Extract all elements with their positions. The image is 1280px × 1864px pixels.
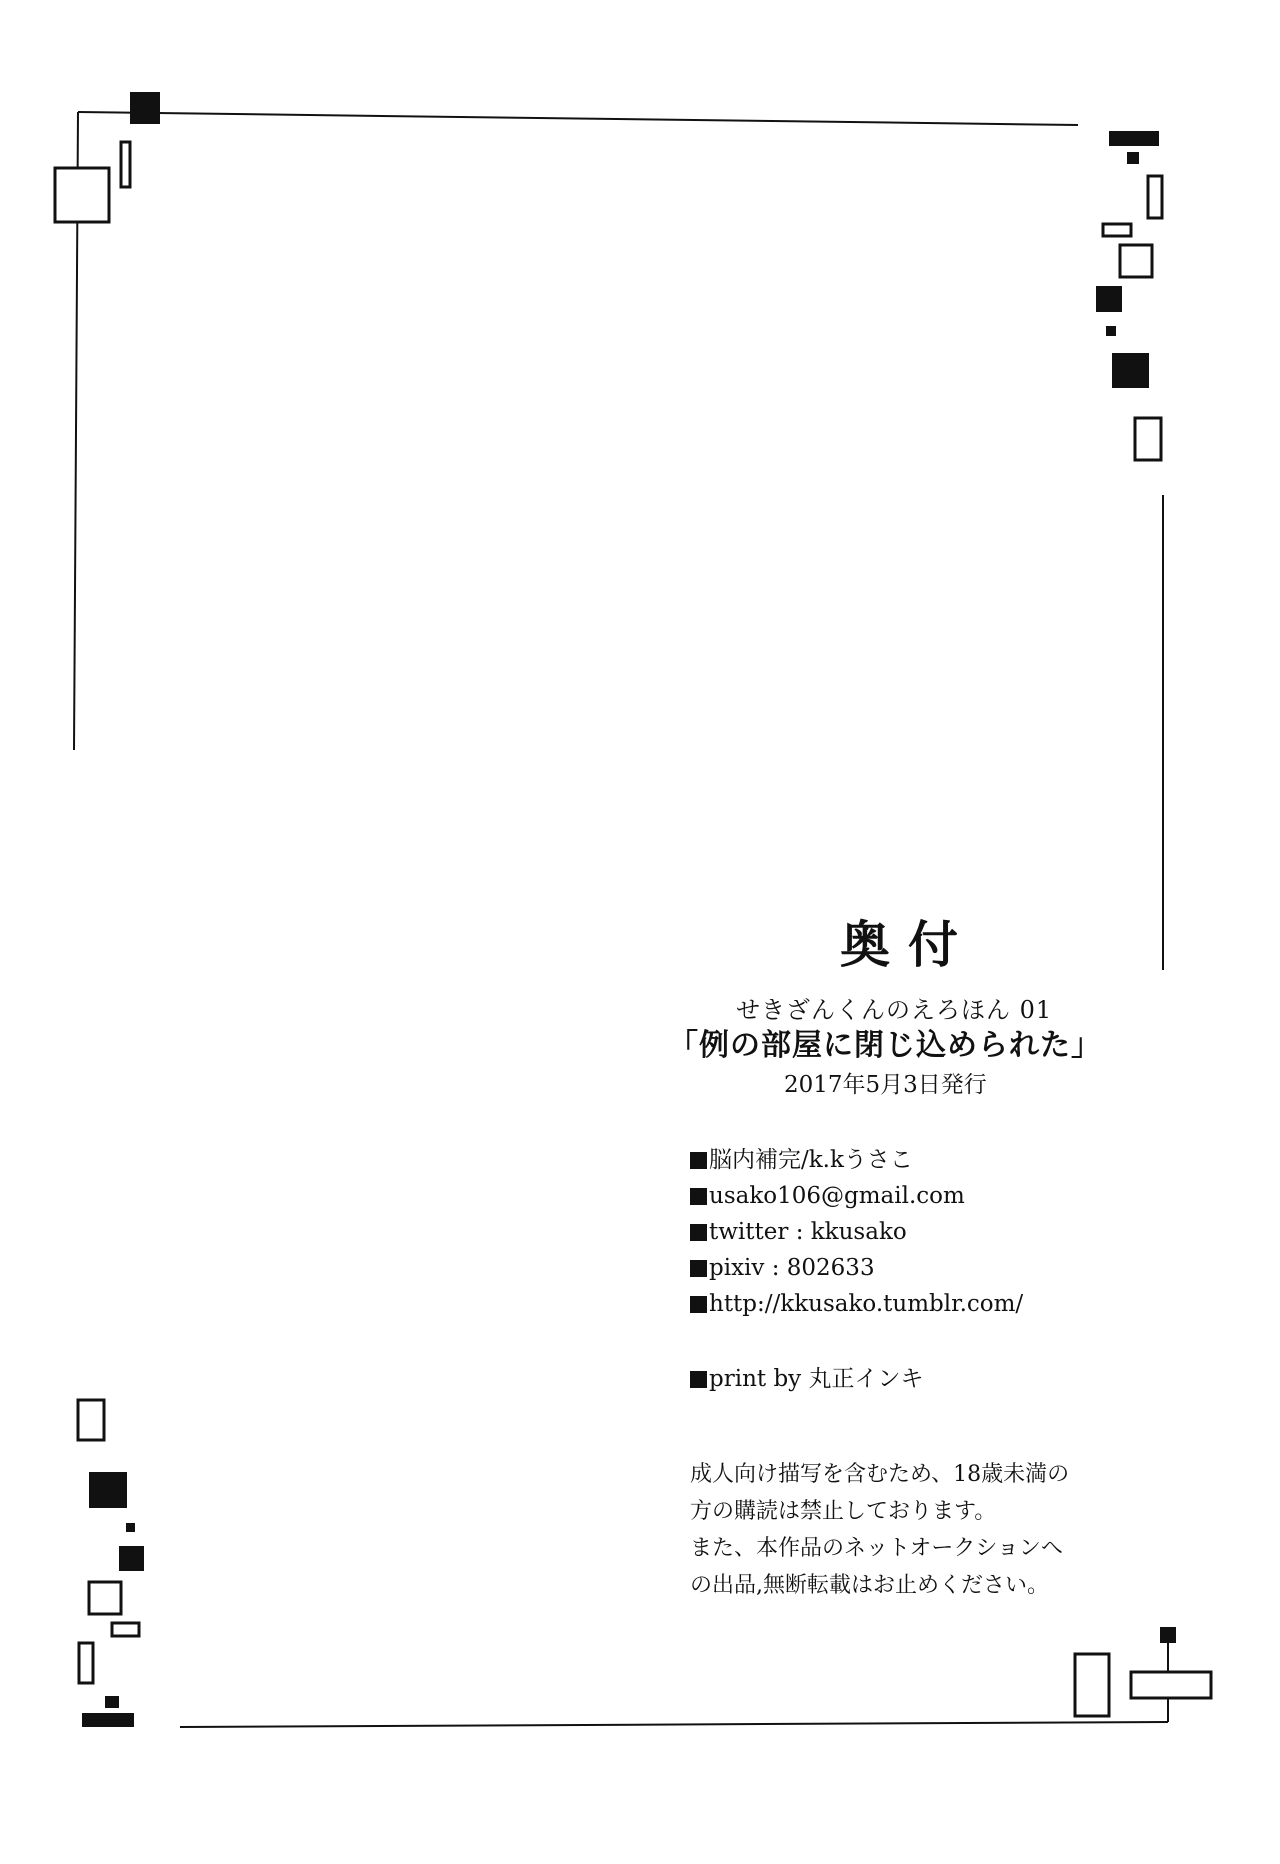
frame-bottom-right-ornament: [1075, 1627, 1211, 1722]
colophon-heading: 奥付: [840, 916, 976, 974]
age-restriction-notice: [690, 1456, 1130, 1604]
bullet-square-icon: [690, 1188, 707, 1205]
notice-line: また、本作品のネットオークションへ: [690, 1536, 1063, 1561]
credit-text: usako106@gmail.com: [709, 1183, 965, 1209]
credits-list: [690, 1142, 1023, 1322]
credit-text: 脳内補完/k.kうさこ: [709, 1147, 913, 1173]
notice-line: 方の購読は禁止しております。: [690, 1499, 997, 1524]
credit-text: http://kkusako.tumblr.com/: [709, 1291, 1024, 1317]
credit-twitter: [690, 1214, 1023, 1250]
bullet-square-icon: [690, 1371, 707, 1388]
credit-website: [690, 1286, 1023, 1322]
frame-top-right-ornament: [1096, 131, 1163, 970]
frame-top-left-ornament: [55, 92, 1078, 750]
bullet-square-icon: [690, 1296, 707, 1313]
series-name: せきざんくんのえろほん 01: [736, 996, 1053, 1024]
notice-line: の出品,無断転載はお止めください。: [690, 1573, 1049, 1598]
notice-line: 成人向け描写を含むため、18歳未満の: [690, 1462, 1070, 1487]
credit-text: pixiv : 802633: [709, 1255, 875, 1281]
printer-credit: [690, 1360, 923, 1393]
book-title: 「例の部屋に閉じ込められた」: [668, 1028, 1102, 1063]
credit-email: [690, 1178, 1023, 1214]
credit-author: [690, 1142, 1023, 1178]
bullet-square-icon: [690, 1224, 707, 1241]
bullet-square-icon: [690, 1260, 707, 1277]
printer-text: print by 丸正インキ: [709, 1366, 924, 1392]
credit-pixiv: [690, 1250, 1023, 1286]
bullet-square-icon: [690, 1152, 707, 1169]
credit-text: twitter : kkusako: [709, 1219, 907, 1245]
publish-date: 2017年5月3日発行: [784, 1072, 987, 1098]
